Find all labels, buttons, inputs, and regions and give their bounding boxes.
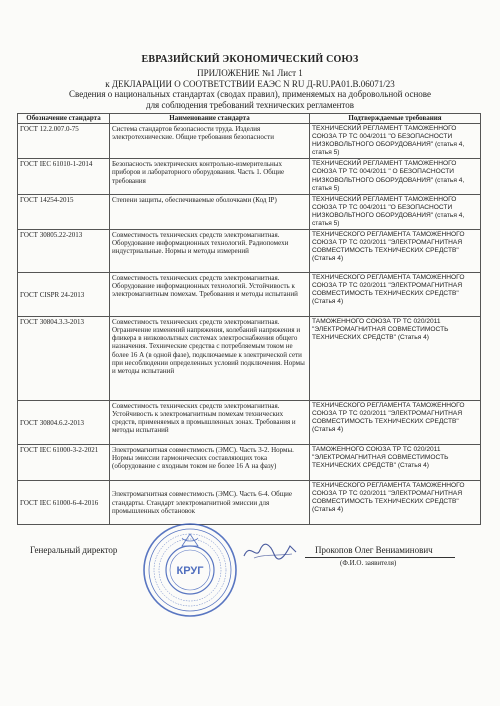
standard-code: ГОСТ 30804.6.2-2013 <box>18 401 110 445</box>
standard-code: ГОСТ CISPR 24-2013 <box>18 273 110 317</box>
standard-requirements: ТАМОЖЕННОГО СОЮЗА ТР ТС 020/2011 "ЭЛЕКТРОМАГНИТНАЯ СОВМЕСТИМОСТЬ ТЕХНИЧЕСКИХ СРЕДСТВ" (Статья 4) <box>310 317 481 401</box>
standard-code: ГОСТ 12.2.007.0-75 <box>18 124 110 159</box>
standard-name: Безопасность электрических контрольно-измерительных приборов и лабораторного оборудования. Часть 1. Общие требования <box>110 159 310 194</box>
signer-caption: (Ф.И.О. заявителя) <box>340 559 397 567</box>
standard-name: Электромагнитная совместимость (ЭМС). Часть 6-4. Общие стандарты. Стандарт электромагнитной эмиссии для промышленных обстановок <box>110 481 310 525</box>
standard-name: Степени защиты, обеспечиваемые оболочками (Код IP) <box>110 194 310 229</box>
table-row <box>18 317 481 401</box>
standard-name: Система стандартов безопасности труда. Изделия электротехнические. Общие требования безопасности <box>110 124 310 159</box>
standard-requirements: ТАМОЖЕННОГО СОЮЗА ТР ТС 020/2011 "ЭЛЕКТРОМАГНИТНАЯ СОВМЕСТИМОСТЬ ТЕХНИЧЕСКИХ СРЕДСТВ" (Статья 4) <box>310 445 481 481</box>
seal-center-text: КРУГ <box>176 565 204 577</box>
header-requirements: Подтверждаемые требования <box>310 114 481 124</box>
standards-table <box>17 113 481 525</box>
standard-code: ГОСТ IEC 61000-6-4-2016 <box>18 481 110 525</box>
signer-role: Генеральный директор <box>30 545 118 555</box>
standard-code: ГОСТ 30805.22-2013 <box>18 230 110 273</box>
header-name: Наименование стандарта <box>110 114 310 124</box>
table-row <box>18 481 481 525</box>
table-row <box>18 124 481 159</box>
handwritten-signature <box>240 538 300 563</box>
standard-requirements: ТЕХНИЧЕСКОГО РЕГЛАМЕНТА ТАМОЖЕННОГО СОЮЗА ТР ТС 020/2011 "ЭЛЕКТРОМАГНИТНАЯ СОВМЕСТИМОСТЬ ТЕХНИЧЕСКИХ СРЕДСТВ" (Статья 4) <box>310 273 481 317</box>
table-row <box>18 445 481 481</box>
table-row <box>18 159 481 194</box>
standard-requirements: ТЕХНИЧЕСКОГО РЕГЛАМЕНТА ТАМОЖЕННОГО СОЮЗА ТР ТС 020/2011 "ЭЛЕКТРОМАГНИТНАЯ СОВМЕСТИМОСТЬ ТЕХНИЧЕСКИХ СРЕДСТВ" (Статья 4) <box>310 481 481 525</box>
table-header-row <box>18 114 481 124</box>
standard-requirements: ТЕХНИЧЕСКИЙ РЕГЛАМЕНТ ТАМОЖЕННОГО СОЮЗА ТР ТС 004/2011 " О БЕЗОПАСНОСТИ НИЗКОВОЛЬТНОГО ОБОРУДОВАНИЯ" (статья 4, статья 5) <box>310 159 481 194</box>
standard-name: Совместимость технических средств электромагнитная. Оборудование информационных технологий. Устойчивость к электромагнитным помехам. Требования и методы испытаний <box>110 273 310 317</box>
signature-line <box>305 557 455 558</box>
standard-code: ГОСТ 14254-2015 <box>18 194 110 229</box>
table-row <box>18 401 481 445</box>
standard-name: Совместимость технических средств электромагнитная. Устойчивость к электромагнитным помехам технических средств, применяемых в промышленных зонах. Требования и методы испытаний <box>110 401 310 445</box>
standard-code: ГОСТ IEC 61010-1-2014 <box>18 159 110 194</box>
standard-requirements: ТЕХНИЧЕСКОГО РЕГЛАМЕНТА ТАМОЖЕННОГО СОЮЗА ТР ТС 020/2011 "ЭЛЕКТРОМАГНИТНАЯ СОВМЕСТИМОСТЬ ТЕХНИЧЕСКИХ СРЕДСТВ" (Статья 4) <box>310 230 481 273</box>
subtitle-line-2: для соблюдения требований технических регламентов <box>145 99 354 110</box>
table-row <box>18 273 481 317</box>
standard-code: ГОСТ 30804.3.3-2013 <box>18 317 110 401</box>
table-row <box>18 194 481 229</box>
standard-requirements: ТЕХНИЧЕСКИЙ РЕГЛАМЕНТ ТАМОЖЕННОГО СОЮЗА ТР ТС 004/2011 "О БЕЗОПАСНОСТИ НИЗКОВОЛЬТНОГО ОБОРУДОВАНИЯ" (статья 4, статья 5) <box>310 124 481 159</box>
standard-name: Электромагнитная совместимость (ЭМС). Часть 3-2. Нормы. Нормы эмиссии гармонических составляющих тока (оборудование с входным током не более 16 А на фазу) <box>110 445 310 481</box>
company-seal <box>140 520 240 620</box>
header-code: Обозначение стандарта <box>18 114 110 124</box>
appendix-line: ПРИЛОЖЕНИЕ №1 Лист 1 <box>197 68 303 78</box>
signer-name: Прокопов Олег Вениаминович <box>315 545 433 555</box>
org-title: ЕВРАЗИЙСКИЙ ЭКОНОМИЧЕСКИЙ СОЮЗ <box>141 54 359 65</box>
standard-name: Совместимость технических средств электромагнитная. Оборудование информационных технологий. Радиопомехи индустриальные. Нормы и методы измерений <box>110 230 310 273</box>
table-row <box>18 230 481 273</box>
standard-requirements: ТЕХНИЧЕСКОГО РЕГЛАМЕНТА ТАМОЖЕННОГО СОЮЗА ТР ТС 020/2011 "ЭЛЕКТРОМАГНИТНАЯ СОВМЕСТИМОСТЬ ТЕХНИЧЕСКИХ СРЕДСТВ" (Статья 4) <box>310 401 481 445</box>
declaration-ref: к ДЕКЛАРАЦИИ О СООТВЕТСТВИИ ЕАЭС N RU Д-RU.PA01.B.06071/23 <box>105 78 395 89</box>
standard-requirements: ТЕХНИЧЕСКИЙ РЕГЛАМЕНТ ТАМОЖЕННОГО СОЮЗА ТР ТС 004/2011 "О БЕЗОПАСНОСТИ НИЗКОВОЛЬТНОГО ОБОРУДОВАНИЯ" (статья 4, статья 5) <box>310 194 481 229</box>
standard-name: Совместимость технических средств электромагнитная. Ограничение изменений напряжения, колебаний напряжения и фликера в низковольтных системах электроснабжения общего назначения. Технические средства с потребляемым током не более 16 А (в одной фазе), подключаемые к электрической сети при несоблюдении определенных условий подключения. Нормы и методы испытаний <box>110 317 310 401</box>
standard-code: ГОСТ IEC 61000-3-2-2021 <box>18 445 110 481</box>
subtitle-line-1: Сведения о национальных стандартах (сводах правил), применяемых на добровольной основе <box>69 89 431 99</box>
